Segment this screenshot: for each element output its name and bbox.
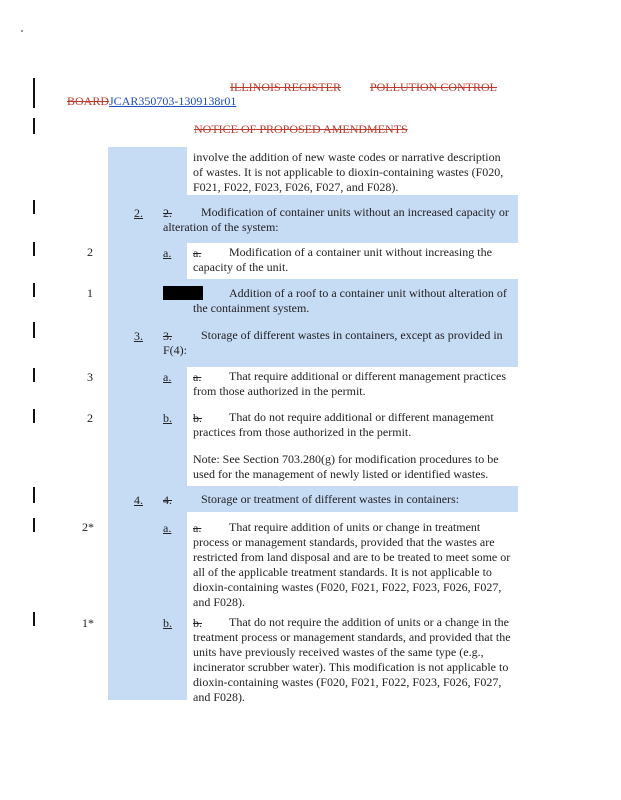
item-number-new: b.: [163, 616, 172, 630]
item-4a-text: That require addition of units or change in treatment process or management standards, provided that the wastes are restricted from land disposal and are to be treated to meet some or all of the applicable treatment standards. It is not applicable to dioxin-containing wastes (F020, F021, F022, F023, F026, F027, and F028).: [193, 520, 511, 609]
change-bar: [33, 612, 35, 626]
item-4b-text: That do not require the addition of units or a change in the treatment process or management standards, and provided that the units have previously received wastes of the same type (e.g., incinerator scrubber water). This modification is not applicable to dioxin-containing wastes (F020, F021, F022, F023, F026, F027, and F028).: [193, 615, 511, 704]
item-number-new: 4.: [134, 493, 143, 507]
item-2a-text: Modification of a container unit without increasing the capacity of the unit.: [193, 245, 492, 274]
board-line: [67, 94, 236, 109]
change-bar: [33, 322, 35, 338]
intro-paragraph: involve the addition of new waste codes or narrative description of wastes. It is not applicable to dioxin-containing wastes (F020, F021, F022, F023, F026, F027, and F028).: [193, 150, 504, 194]
class-marker: 3: [87, 370, 93, 384]
item-number-old: b.: [193, 616, 202, 630]
item-number-old: 2.: [163, 206, 172, 220]
item-number-old: a.: [193, 246, 202, 260]
item-3-text-line2: F(4):: [163, 343, 187, 357]
pollution-control-deleted: POLLUTION CONTROL: [370, 80, 497, 94]
scan-speck: [21, 30, 23, 32]
class-marker: 2*: [82, 520, 94, 534]
item-2b-text: Addition of a roof to a container unit without alteration of the containment system.: [193, 286, 507, 315]
change-bar: [33, 409, 35, 423]
board-deleted: BOARD: [67, 94, 110, 108]
change-bar: [33, 78, 35, 108]
register-title: ILLINOIS REGISTER: [230, 80, 341, 94]
class-marker: 1*: [82, 616, 94, 630]
item-number-old: b.: [193, 411, 202, 425]
doc-id-link[interactable]: JCAR350703-1309138r01: [109, 94, 237, 108]
item-number-old: 3.: [163, 329, 172, 343]
change-bar: [33, 118, 35, 134]
item-number-new: 3.: [134, 329, 143, 343]
item-number-new: a.: [163, 521, 172, 535]
item-number-new: a.: [163, 370, 172, 384]
change-bar: [33, 283, 35, 297]
change-bar: [33, 200, 35, 214]
item-4-text: Storage or treatment of different wastes in containers:: [201, 492, 460, 506]
class-marker: 1: [87, 286, 93, 300]
item-number-old: 4.: [163, 493, 172, 507]
item-3-text-line1: Storage of different wastes in containers, except as provided in: [201, 328, 503, 342]
change-bar: [33, 242, 35, 256]
change-bar: [33, 518, 35, 532]
item-3b-text: That do not require additional or different management practices from those authorized in the permit.: [193, 410, 494, 439]
class-marker: 2: [87, 411, 93, 425]
item-2-text: Modification of container units without an increased capacity or alteration of the system:: [163, 205, 509, 234]
item-3a-text: That require additional or different management practices from those authorized in the permit.: [193, 369, 506, 398]
item-number-new: b.: [163, 411, 172, 425]
item-number-new: 2.: [134, 206, 143, 220]
notice-heading: NOTICE OF PROPOSED AMENDMENTS: [194, 122, 408, 136]
change-bar: [33, 368, 35, 382]
item-number-new: a.: [163, 246, 172, 260]
note-paragraph: Note: See Section 703.280(g) for modification procedures to be used for the management of newly listed or identified wastes.: [193, 452, 499, 481]
item-number-old: a.: [193, 370, 202, 384]
change-bar: [33, 487, 35, 503]
item-number-old: a.: [193, 521, 202, 535]
class-marker: 2: [87, 245, 93, 259]
